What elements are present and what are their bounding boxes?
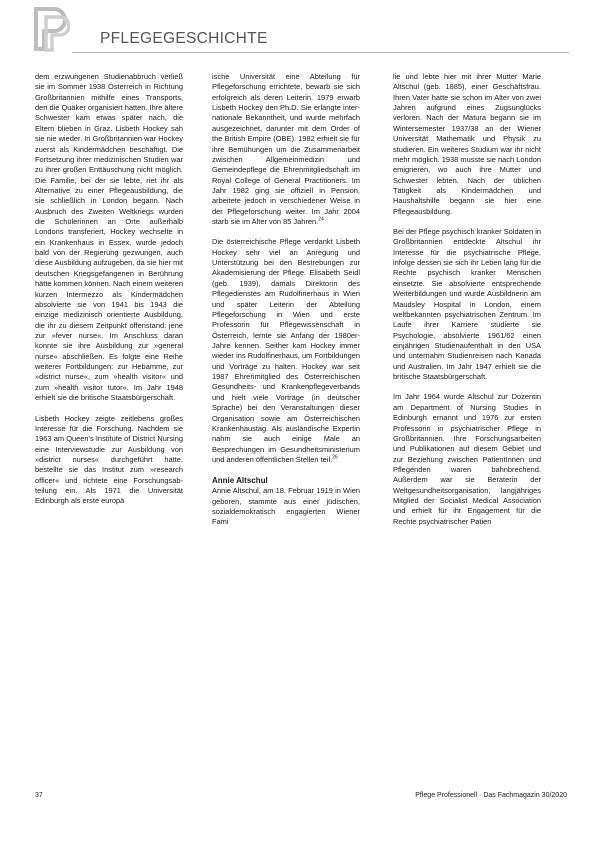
publication-name: Pflege Professionell · Das Fachmagazin 30/2020 (415, 792, 567, 799)
paragraph: Annie Altschul, am 18. Februar 1919 in Wien geboren, stammte aus einer jüdischen, sozialdemokratisch engagierten Wiener Fami (212, 486, 360, 527)
footnote-marker: 24 (318, 216, 324, 223)
section-heading: Annie Altschul (212, 476, 268, 486)
text-column-2 (212, 72, 360, 528)
page-number: 37 (35, 792, 43, 799)
paragraph: Im Jahr 1964 wurde Altschul zur Dozentin am Department of Nursing Studies in Edinburgh ernannt und 1976 zur ersten Professorin in psychiatrischer Pflege in Großbritannien. Ihre Forschungsarbeiten und Publikationen auf diesem Gebiet und zur Beziehung zwischen PatientInnen und Pflegenden waren bahnbrechend. Außerdem war sie Beraterin der Weltgesundheitsorganisation, langjähriges Mitglied der Socialist Medical Association und erhielt für ihr Engagement für die Rechte psychiatrischer Patien (393, 392, 541, 526)
paragraph: Lisbeth Hockey zeigte zeitlebens großes Interesse für die Forschung. Nachdem sie 1963 am Queen's Institute of District Nursing eine Interviewstudie zur Ausbildung von »district nurses« durchgeführt hatte, bestellte sie das Institut zum »research officer« und richtete eine Forschungsabteilung ein. Als 1971 die Universität Edinburgh als erste europä (35, 413, 183, 506)
text-column-1 (35, 72, 183, 507)
text-column-3 (393, 72, 541, 527)
pp-monogram-icon (30, 6, 70, 52)
paragraph: Bei der Pflege psychisch kranker Soldaten in Großbritannien entdeckte Altschul ihr Interesse für die psychiatrische Pflege, infolge dessen sie sich ihr Leben lang für die Rechte psychisch kranker Menschen einsetzte. Sie absolvierte entsprechende Weiterbildungen und wurde Ausbildnerin am Maudsley Hospital in London, einem weltbekannten psychiatrischen Zentrum. Im Laufe ihrer Karriere studierte sie Psychologie, absolvierte 1961/62 einen einjährigen Studienaufenthalt in den USA und unternahm Studienreisen nach Kanada und Australien. Im Jahr 1947 erhielt sie die britische Staatsbürgerschaft. (393, 227, 541, 382)
paragraph: dem erzwungenen Studienabbruch verließ sie im Sommer 1938 Österreich in Richtung Großbritannien mithilfe eines Transports, den die Quäker organisiert hatten. Ihre ältere Schwester kam etwas später nach, die Eltern blieben in Graz. Lisbeth Hockey sah sie nie wieder. In Großbritannien war Hockey zuerst als Kindermädchen beschäftigt. Die Fortsetzung ihrer medizinischen Studien war zu ihrer großen Enttäuschung nicht möglich. Die Familie, bei der sie lebte, riet ihr als Alternative zu einer Pflegeausbildung, die sie schließlich in London begann. Nach Ausbruch des Zweiten Weltkriegs wurden die Schülerinnen an Orte außerhalb Londons transferiert, Hockey wechselte in ein Krankenhaus in Essex, wurde jedoch bald von der Regierung gezwungen, auch diese Ausbildung aufzugeben, da sie hier mit deutschen Kriegsgefangenen in Berührung hätte kommen können. Nach einem weiteren kurzen Intermezzo als Kindermädchen absolvierte sie von 1941 bis 1943 die einzige medizinisch orientierte Ausbildung, die ihr zu diesem Zeitpunkt offenstand: jene zur »fever nurse«. Im Anschluss daran konnte sie ihre Ausbildung zur »general nurse« abschließen. Es folgte eine Reihe weiterer Fortbildungen: zur Hebamme, zur »district nurse«, zum »health visitor« und zum »health visitor tutor«. Im Jahr 1948 erhielt sie die britische Staatsbürgerschaft. (35, 72, 184, 403)
paragraph: Die österreichische Pflege verdankt Lisbeth Hockey sehr viel an Anregung und Unterstützung bei den Bestrebungen zur Akademisierung der Pflege. Elisabeth Seidl (geb. 1939), damals Direktorin des Pflegedienstes am Rudolfinerhaus in Wien und später Leiterin der Abteilung Pflegeforschung in Wien und erste Professorin für Pflegewissenschaft in Österreich, lernte sie Anfang der 1980er-Jahre kennen. Seither kam Hockey immer wieder ins Rudolfinerhaus, um Fortbildungen und Vorträge zu halten. Hockey war seit 1987 Ehrenmitglied des Österreichischen Gesundheits- und Krankenpflegeverbands und hielt viele Vorträge (in deutscher Sprache) bei den Veranstaltungen dieser Organisation sowie am Österreichischen Krankenhaustag. Als ausländische Expertin nahm sie auch einige Male an Besprechungen im Gesundheitsministerium und anderen öffentlichen Stellen teil.$^{26}$ (212, 237, 360, 464)
header-rule (72, 52, 569, 53)
paragraph: ische Universität eine Abteilung für Pflegeforschung errichtete, bewarb sie sich erfolgreich als deren Leiterin. 1979 erwarb Lisbeth Hockey den Ph.D. Sie erlangte internationale Bekanntheit, und wurde mehrfach ausgezeichnet, darunter mit dem Order of the British Empire (OBE). 1982 erhielt sie für ihre Bemühungen um die Zusammenarbeit zwischen Allgemeinmedizin und Gemeindepflege die Ehrenmitgliedschaft im Royal College of General Practitioners. Im Jahr 1982 ging sie offiziell in Pension, arbeitete jedoch in verschiedener Weise in der Pflegeforschung weiter. Im Jahr 2004 starb sie im Alter von 85 Jahren.$^{24}$ (212, 72, 360, 227)
footnote-marker: 26 (332, 454, 338, 461)
section-title: PFLEGEGESCHICHTE (100, 30, 268, 47)
paragraph: lie und lebte hier mit ihrer Mutter Marie Altschul (geb. 1885), einer Geschäftsfrau. Ihren Vater hatte sie schon im Alter von zwei Jahren aufgrund eines Zugsunglücks verloren. Nach der Matura begann sie im Wintersemester 1937/38 an der Wiener Universität Mathematik und Physik zu studieren. Ein weiteres Studium war ihr nicht mehr möglich. 1938 musste sie nach London emigrieren, wo auch ihre Mutter und Schwester lebten. Nach der üblichen Tätigkeit als Kindermädchen und Haushaltshilfe begann sie hier eine Pflegeausbildung. (393, 72, 542, 216)
